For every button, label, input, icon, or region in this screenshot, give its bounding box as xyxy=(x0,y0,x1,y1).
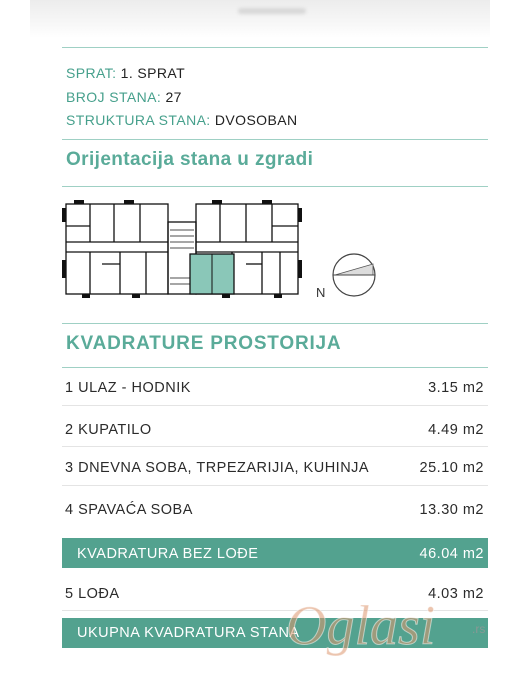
room-row xyxy=(62,496,488,522)
room-area: 25.10 m2 xyxy=(419,460,484,476)
apartment-label: BROJ STANA: xyxy=(66,89,162,105)
watermark-suffix: .rs xyxy=(472,622,486,636)
row-divider xyxy=(62,405,488,406)
compass-letter: N xyxy=(316,285,326,300)
room-label: 1 ULAZ - HODNIK xyxy=(65,380,191,396)
floor-label: SPRAT: xyxy=(66,65,117,81)
cropped-header-text xyxy=(238,8,306,14)
room-label: 3 DNEVNA SOBA, TRPEZARIJIA, KUHINJA xyxy=(65,460,370,476)
orientation-title: Orijentacija stana u zgradi xyxy=(66,149,314,170)
loggia-area: 4.03 m2 xyxy=(428,586,484,602)
divider xyxy=(62,323,488,324)
building-floor-plan xyxy=(62,194,302,304)
structure-label: STRUKTURA STANA: xyxy=(66,112,211,128)
rooms-title: KVADRATURE PROSTORIJA xyxy=(66,333,342,354)
divider xyxy=(62,367,488,368)
subtotal-area: 46.04 m2 xyxy=(419,546,484,562)
room-area: 3.15 m2 xyxy=(428,380,484,396)
row-divider xyxy=(62,446,488,447)
apartment-value: 27 xyxy=(165,89,182,105)
divider xyxy=(62,186,488,187)
oglasi-watermark-logo xyxy=(286,594,476,656)
divider xyxy=(62,47,488,48)
subtotal-label: KVADRATURA BEZ LOĐE xyxy=(77,546,259,562)
cropped-header xyxy=(30,0,490,38)
room-area: 4.49 m2 xyxy=(428,422,484,438)
north-compass-icon xyxy=(316,250,378,300)
room-label: 2 KUPATILO xyxy=(65,422,152,438)
structure-info xyxy=(66,112,297,128)
watermark-text: Oglasi xyxy=(286,595,436,656)
loggia-label: 5 LOĐA xyxy=(65,586,120,602)
floor-value: 1. SPRAT xyxy=(120,65,186,81)
divider xyxy=(62,139,488,140)
total-label: UKUPNA KVADRATURA STANA xyxy=(77,625,300,641)
room-label: 4 SPAVAĆA SOBA xyxy=(65,502,193,518)
floor-info xyxy=(66,65,185,81)
subtotal-row xyxy=(62,538,488,568)
structure-value: DVOSOBAN xyxy=(214,112,298,128)
room-row xyxy=(62,416,488,442)
room-row xyxy=(62,374,488,400)
apartment-info xyxy=(66,89,182,105)
row-divider xyxy=(62,485,488,486)
room-area: 13.30 m2 xyxy=(419,502,484,518)
room-row xyxy=(62,454,488,480)
